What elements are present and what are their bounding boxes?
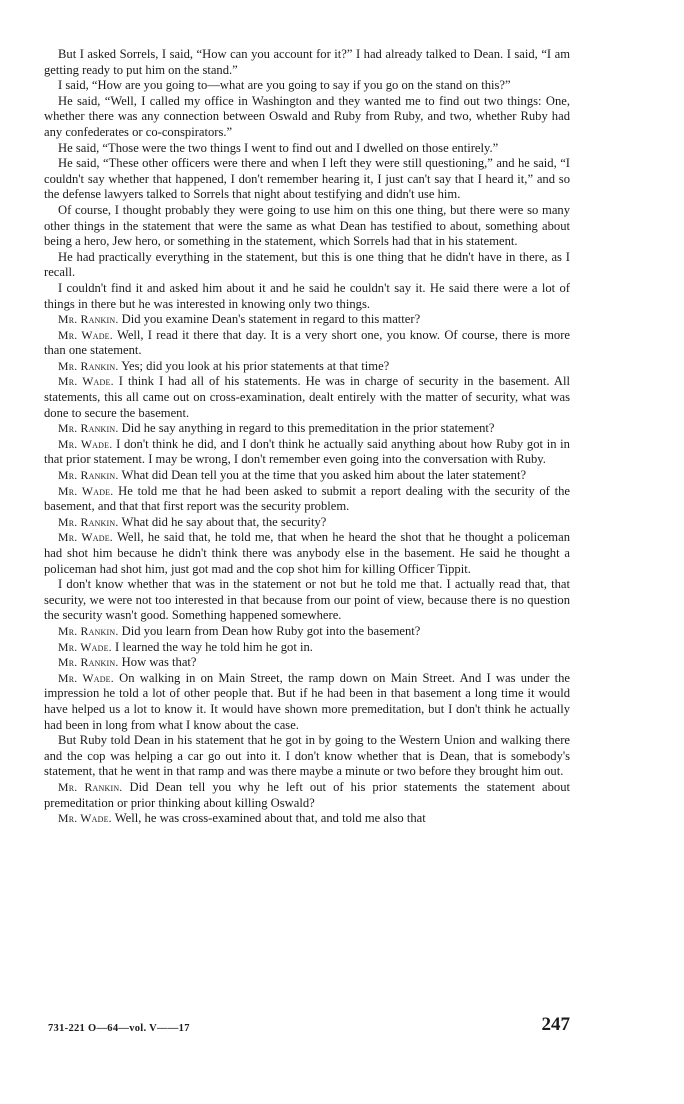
narrative-paragraph bbox=[44, 281, 570, 312]
narrative-paragraph bbox=[44, 203, 570, 250]
paragraph-text: He said, “Well, I called my office in Washington and they wanted me to find out two things: One, whether there was any connection between Oswald and Ruby from Ruby, and two, whether Ruby had any confederates or co-conspirators.” bbox=[44, 93, 570, 139]
paragraph-text: He told me that he had been asked to submit a report dealing with the security of the basement, and that that first report was the security problem. bbox=[44, 483, 570, 514]
paragraph-text: Well, I read it there that day. It is a very short one, you know. Of course, there is more than one statement. bbox=[44, 327, 571, 358]
paragraph-text: Well, he was cross-examined about that, and told me also that bbox=[114, 811, 426, 826]
testimony-paragraph bbox=[44, 374, 570, 421]
testimony-paragraph bbox=[44, 671, 570, 733]
testimony-paragraph bbox=[44, 312, 570, 328]
speaker-label: Mr. Wade. bbox=[58, 327, 113, 342]
speaker-label: Mr. Rankin. bbox=[58, 312, 119, 327]
page-footer bbox=[44, 1014, 570, 1038]
paragraph-text: He said, “Those were the two things I went to find out and I dwelled on those entirely.” bbox=[58, 140, 499, 155]
testimony-paragraph bbox=[44, 515, 570, 531]
testimony-paragraph bbox=[44, 811, 570, 827]
speaker-label: Mr. Wade. bbox=[58, 639, 112, 654]
paragraph-text: Well, he said that, he told me, that when he heard the shot that he thought a policeman had shot him because he didn't think there was anybody else in the basement. He said he thought a policeman had shot him, just got mad and the cop shot him for killing Officer Tippit. bbox=[44, 530, 570, 576]
speaker-label: Mr. Rankin. bbox=[58, 468, 119, 483]
paragraph-text: How was that? bbox=[121, 655, 197, 670]
narrative-paragraph bbox=[44, 733, 570, 780]
testimony-paragraph bbox=[44, 484, 570, 515]
document-body bbox=[44, 47, 570, 827]
paragraph-text: Of course, I thought probably they were going to use him on this one thing, but there were so many other things in the statement that were the same as what Dean has testified to about, something about being a hero, Jew hero, or something in the statement, which Sorrels had that in his statement. bbox=[44, 202, 570, 249]
narrative-paragraph bbox=[44, 141, 570, 157]
testimony-paragraph bbox=[44, 624, 570, 640]
page-number: 247 bbox=[541, 1014, 570, 1035]
paragraph-text: Did you examine Dean's statement in regard to this matter? bbox=[121, 312, 421, 327]
testimony-paragraph bbox=[44, 437, 570, 468]
speaker-label: Mr. Wade. bbox=[58, 374, 114, 389]
narrative-paragraph bbox=[44, 156, 570, 203]
speaker-label: Mr. Wade. bbox=[58, 530, 113, 545]
speaker-label: Mr. Wade. bbox=[58, 670, 114, 685]
speaker-label: Mr. Wade. bbox=[58, 811, 112, 826]
testimony-paragraph bbox=[44, 468, 570, 484]
speaker-label: Mr. Rankin. bbox=[58, 421, 119, 436]
testimony-paragraph bbox=[44, 640, 570, 656]
testimony-paragraph bbox=[44, 530, 570, 577]
speaker-label: Mr. Rankin. bbox=[58, 623, 119, 638]
paragraph-text: He had practically everything in the statement, but this is one thing that he didn't have in there, as I recall. bbox=[44, 249, 570, 280]
paragraph-text: But I asked Sorrels, I said, “How can you account for it?” I had already talked to Dean. I said, “I am getting ready to put him on the stand.” bbox=[44, 47, 570, 77]
paragraph-text: I learned the way he told him he got in. bbox=[115, 639, 313, 654]
testimony-paragraph bbox=[44, 780, 570, 811]
narrative-paragraph bbox=[44, 78, 570, 94]
paragraph-text: Did you learn from Dean how Ruby got into the basement? bbox=[121, 623, 421, 638]
speaker-label: Mr. Rankin. bbox=[58, 514, 119, 529]
paragraph-text: I don't think he did, and I don't think he actually said anything about how Ruby got in in that prior statement. I may be wrong, I don't remember even going into the conversation with Ruby. bbox=[44, 436, 570, 467]
narrative-paragraph bbox=[44, 94, 570, 141]
paragraph-text: I don't know whether that was in the statement or not but he told me that. I actually read that, that security, we were not too interested in that because from our point of view, because there is no question the security wasn't good. Something happened somewhere. bbox=[44, 577, 570, 623]
paragraph-text: He said, “These other officers were there and when I left they were still questioning,” and he said, “I couldn't say whether that happened, I don't remember hearing it, I just can't say that I heard it,” and so the defense lawyers talked to Sorrels that night about testifying and didn't use him. bbox=[44, 156, 570, 202]
narrative-paragraph bbox=[44, 250, 570, 281]
speaker-label: Mr. Rankin. bbox=[58, 358, 119, 373]
testimony-paragraph bbox=[44, 328, 570, 359]
speaker-label: Mr. Rankin. bbox=[58, 779, 123, 794]
speaker-label: Mr. Rankin. bbox=[58, 655, 119, 670]
testimony-paragraph bbox=[44, 421, 570, 437]
paragraph-text: I said, “How are you going to—what are you going to say if you go on the stand on this?” bbox=[58, 78, 511, 93]
narrative-paragraph bbox=[44, 47, 570, 78]
paragraph-text: I think I had all of his statements. He was in charge of security in the basement. All statements, this all came out on cross-examination, dealt entirely with the matter of security, what was done to secure the basement. bbox=[44, 374, 570, 420]
testimony-paragraph bbox=[44, 655, 570, 671]
paragraph-text: Did Dean tell you why he left out of his prior statements the statement about premeditation or prior thinking about killing Oswald? bbox=[44, 779, 571, 810]
paragraph-text: Did he say anything in regard to this premeditation in the prior statement? bbox=[121, 421, 495, 436]
paragraph-text: What did he say about that, the security? bbox=[121, 514, 327, 529]
paragraph-text: But Ruby told Dean in his statement that he got in by going to the Western Union and walking there and the cop was helping a car go out into it. I don't know whether that is Dean, that is somebody's statement, that he went in that ramp and was there maybe a minute or two before they brought him out. bbox=[44, 733, 570, 779]
paragraph-text: Yes; did you look at his prior statements at that time? bbox=[121, 358, 390, 373]
speaker-label: Mr. Wade. bbox=[58, 483, 114, 498]
testimony-paragraph bbox=[44, 359, 570, 375]
speaker-label: Mr. Wade. bbox=[58, 436, 113, 451]
paragraph-text: What did Dean tell you at the time that you asked him about the later statement? bbox=[121, 468, 527, 483]
paragraph-text: On walking in on Main Street, the ramp down on Main Street. And I was under the impression he told a lot of other people that. But if he had been in that basement a long time it would have helped us a lot to know it. It would have shown more premeditation, but I don't think he actually had been in long from what I know about the case. bbox=[44, 670, 570, 732]
print-code: 731-221 O—64—vol. V——17 bbox=[48, 1023, 190, 1034]
narrative-paragraph bbox=[44, 577, 570, 624]
paragraph-text: I couldn't find it and asked him about it and he said he couldn't say it. He said there were a lot of things in there but he was interested in knowing only two things. bbox=[44, 280, 570, 311]
